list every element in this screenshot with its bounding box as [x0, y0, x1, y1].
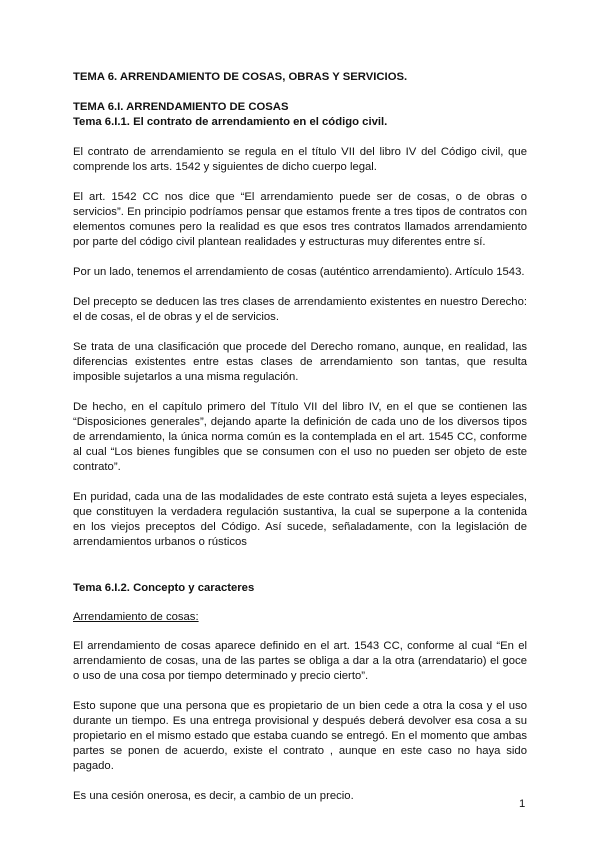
paragraph: De hecho, en el capítulo primero del Título VII del libro IV, en el que se contienen las “Disposiciones generales”, dejando aparte la definición de cada uno de los diversos tipos de arrendamiento, la única norma común es la contemplada en el art. 1545 CC, conforme al cual “Los bienes fungibles que se consumen con el uso no pueden ser objeto de este contrato”. — [73, 401, 527, 473]
section-heading-6i: TEMA 6.I. ARRENDAMIENTO DE COSAS — [73, 101, 289, 113]
subsection-heading-6i2: Tema 6.I.2. Concepto y caracteres — [73, 582, 255, 594]
main-heading: TEMA 6. ARRENDAMIENTO DE COSAS, OBRAS Y SERVICIOS. — [73, 71, 408, 83]
subsection-heading-6i1: Tema 6.I.1. El contrato de arrendamiento en el código civil. — [73, 116, 388, 128]
paragraph: Por un lado, tenemos el arrendamiento de cosas (auténtico arrendamiento). Artículo 1543. — [73, 266, 525, 278]
paragraph: El art. 1542 CC nos dice que “El arrendamiento puede ser de cosas, o de obras o servicios”. En principio podríamos pensar que estamos frente a tres tipos de contratos con elementos comunes pero la realidad es que esos tres contratos llamados arrendamiento por parte del código civil plantean realidades y estructuras muy diferentes entre sí. — [73, 191, 527, 248]
paragraph: Del precepto se deducen las tres clases de arrendamiento existentes en nuestro Derecho: el de cosas, el de obras y el de servicios. — [73, 296, 527, 323]
paragraph: Se trata de una clasificación que procede del Derecho romano, aunque, en realidad, las diferencias existentes entre estas clases de arrendamiento son tantas, que resulta imposible sujetarlos a una misma regulación. — [73, 341, 527, 383]
underlined-subheading: Arrendamiento de cosas: — [73, 611, 199, 623]
paragraph: El contrato de arrendamiento se regula en el título VII del libro IV del Código civil, que comprende los arts. 1542 y siguientes de dicho cuerpo legal. — [73, 146, 527, 173]
paragraph: Es una cesión onerosa, es decir, a cambio de un precio. — [73, 790, 354, 802]
page-number: 1 — [519, 798, 526, 810]
paragraph: En puridad, cada una de las modalidades de este contrato está sujeta a leyes especiales, que constituyen la verdadera regulación sustantiva, la cual se superpone a la contenida en los viejos preceptos del Código. Así sucede, señaladamente, con la legislación de arrendamientos urbanos o rústicos — [73, 491, 527, 548]
page-content — [73, 70, 527, 819]
paragraph: El arrendamiento de cosas aparece definido en el art. 1543 CC, conforme al cual “En el arrendamiento de cosas, una de las partes se obliga a dar a la otra (arrendatario) el goce o uso de una cosa por tiempo determinado y precio cierto”. — [73, 640, 527, 682]
paragraph: Esto supone que una persona que es propietario de un bien cede a otra la cosa y el uso durante un tiempo. Es una entrega provisional y después deberá devolver esa cosa a su propietario en el mismo estado que estaba cuando se entregó. En el momento que ambas partes se ponen de acuerdo, existe el contrato , aunque en este caso no haya sido pagado. — [73, 700, 527, 772]
